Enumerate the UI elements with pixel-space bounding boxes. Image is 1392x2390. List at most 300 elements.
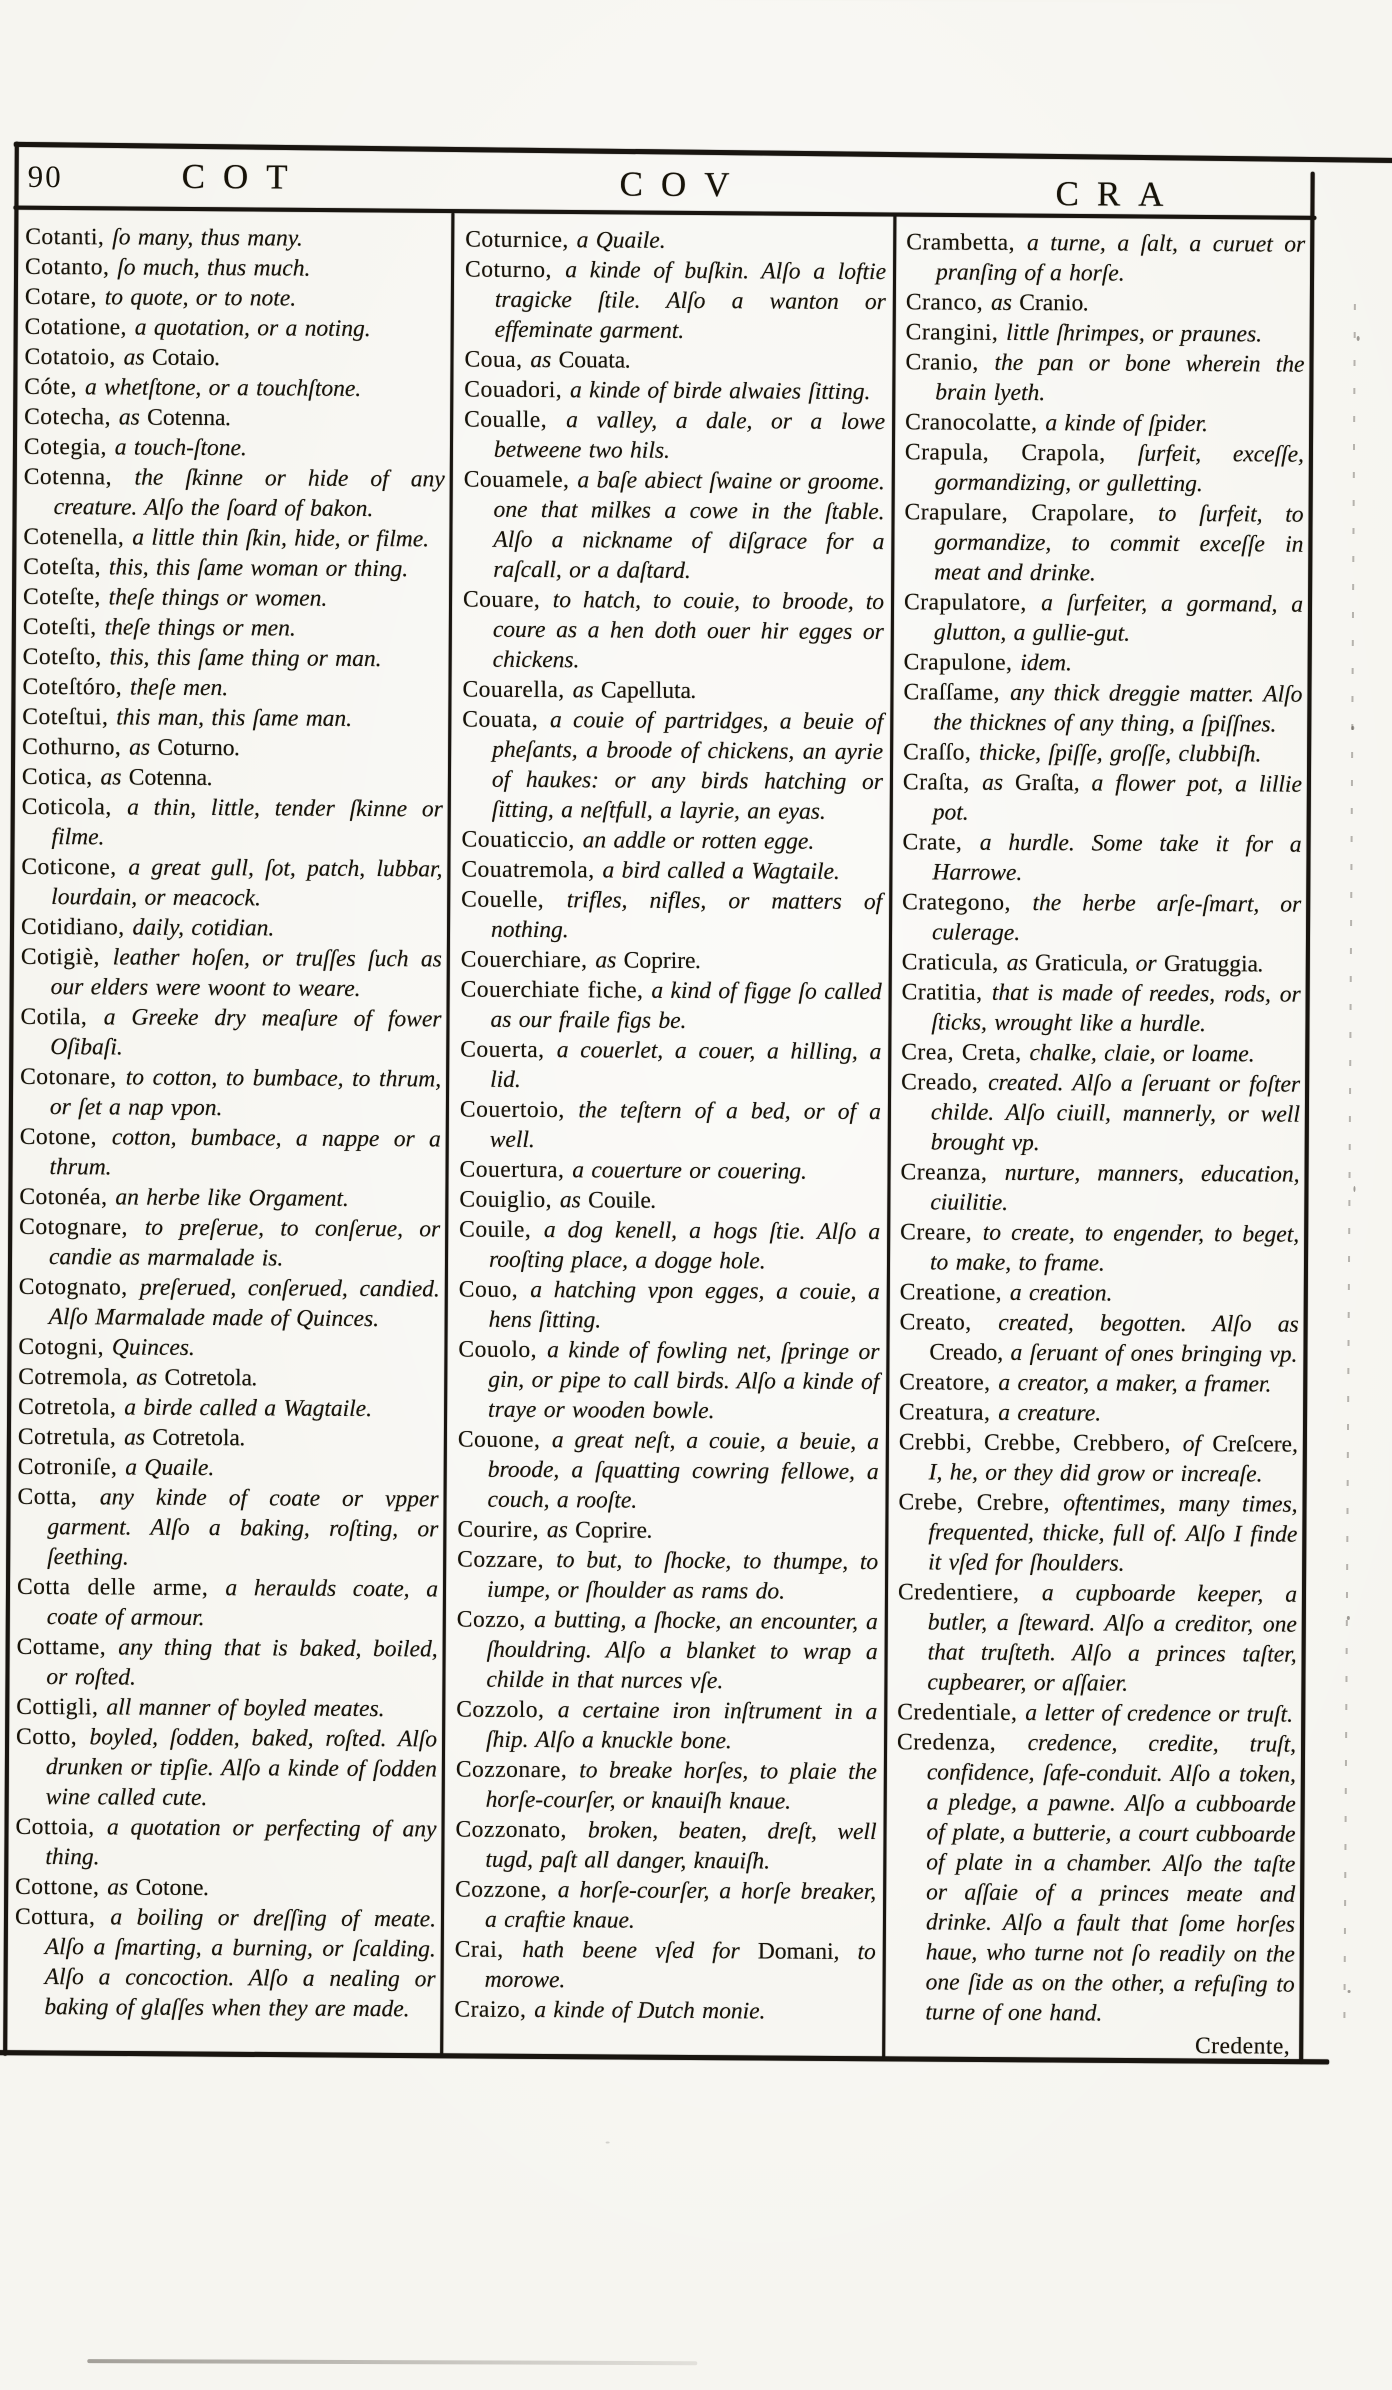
- entry-headword: Couerta,: [460, 1036, 557, 1064]
- entry-definition: ſo much, thus much.: [117, 254, 311, 282]
- entry-headword: Couelle,: [461, 886, 567, 914]
- entry-definition: created. Alſo a ſeruant or foſter childe. Alſo ciuill, mannerly, or well brought vp.: [930, 1069, 1301, 1157]
- entry-definition: an herbe like Orgament.: [115, 1184, 349, 1212]
- entry-headword: Cottura,: [14, 1903, 111, 1931]
- entry-definition: as Cotenna.: [118, 404, 232, 432]
- dictionary-entry: [464, 345, 885, 378]
- dictionary-entry: [460, 1035, 881, 1098]
- dictionary-entry: [21, 912, 442, 945]
- dictionary-entry: [902, 947, 1301, 979]
- dictionary-entry: [19, 1182, 440, 1215]
- dictionary-entry: [22, 672, 443, 705]
- dictionary-entry: [906, 287, 1305, 319]
- entry-headword: Crapulare, Crapolare,: [904, 499, 1159, 527]
- dictionary-entry: [905, 437, 1304, 499]
- dictionary-entry: [461, 885, 882, 948]
- entry-headword: Couaticcio,: [461, 826, 583, 854]
- entry-definition: leather hoſen, or truſſes ſuch as our elders were woont to weare.: [50, 944, 442, 1002]
- entry-headword: Crategono,: [902, 889, 1033, 917]
- dictionary-entry: [21, 852, 442, 915]
- entry-definition: the ſkinne or hide of any creature. Alſo the ſoard of bakon.: [53, 464, 445, 522]
- ink-speck: [606, 2141, 610, 2143]
- entry-definition: theſe men.: [129, 674, 229, 702]
- entry-definition: as Cotone.: [107, 1874, 210, 1902]
- entry-definition: a great neſt, a couie, a beuie, a broode, a ſquatting cowring fellowe, a couch, a rooſte.: [487, 1427, 879, 1514]
- entry-definition: a quotation or perfecting of any thing.: [45, 1814, 437, 1871]
- dictionary-entry: [19, 1122, 440, 1185]
- entry-headword: Coticola,: [21, 793, 128, 821]
- entry-definition: as Cotenna.: [100, 764, 214, 792]
- dictionary-entry: [18, 1452, 439, 1485]
- dictionary-entry: [21, 942, 442, 1005]
- ink-speck: [1353, 1186, 1355, 1192]
- dictionary-entry: [900, 1217, 1299, 1279]
- entry-headword: Cotto,: [16, 1723, 90, 1751]
- entry-headword: Coteſta,: [23, 553, 109, 581]
- entry-headword: Cotroniſe,: [17, 1453, 126, 1481]
- catchword: Credente,: [1194, 2033, 1291, 2060]
- entry-definition: a touch-ſtone.: [114, 434, 247, 462]
- entry-definition: a letter of credence or truſt.: [1025, 1699, 1294, 1728]
- entry-headword: Cotegia,: [23, 433, 115, 461]
- entry-definition: as Cotaio.: [123, 344, 221, 372]
- dictionary-entry: [897, 1577, 1297, 1699]
- dictionary-entry: [23, 642, 444, 675]
- entry-definition: theſe things or men.: [104, 614, 296, 642]
- entry-definition: a turne, a ſalt, a curuet or pranſing of a horſe.: [935, 229, 1306, 287]
- entry-headword: Cranco,: [905, 289, 992, 316]
- entry-headword: Craſſo,: [903, 739, 980, 766]
- page-number: 90: [27, 158, 63, 195]
- entry-headword: Cotila,: [20, 1003, 104, 1031]
- entry-definition: an addle or rotten egge.: [582, 827, 815, 855]
- dictionary-entry: [18, 1362, 439, 1395]
- entry-headword: Cotretola,: [18, 1393, 125, 1421]
- entry-definition: a valley, a dale, or a lowe betweene two hils.: [493, 407, 886, 464]
- entry-headword: Cotogni,: [18, 1333, 113, 1361]
- dictionary-entry: [464, 405, 885, 468]
- entry-headword: Coteſtóro,: [22, 673, 131, 701]
- entry-definition: a horſe-courſer, a horſe breaker, a craftie knaue.: [484, 1877, 877, 1934]
- dictionary-entry: [18, 1392, 439, 1425]
- dictionary-entry: [455, 1875, 876, 1938]
- entry-definition: a Greeke dry meaſure of fower Oſibaſi.: [50, 1004, 442, 1061]
- column-1: [14, 222, 446, 2025]
- entry-definition: a hurdle. Some take it for a Harrowe.: [932, 829, 1302, 886]
- column-2: [454, 225, 886, 2028]
- entry-headword: Couiglio,: [459, 1186, 560, 1214]
- dictionary-entry: [904, 587, 1303, 649]
- entry-definition: as Couile.: [559, 1187, 657, 1214]
- dictionary-entry: [18, 1332, 439, 1365]
- entry-definition: a ſurfeiter, a gormand, a glutton, a gullie-gut.: [933, 590, 1304, 647]
- dictionary-entry: [24, 402, 445, 435]
- dictionary-entry: [460, 1095, 881, 1158]
- dictionary-entry: [25, 222, 446, 255]
- entry-definition: as Coturno.: [129, 734, 241, 762]
- dictionary-entry: [461, 855, 882, 888]
- dictionary-entry: [463, 465, 885, 588]
- entry-definition: to create, to engender, to beget, to make, to frame.: [929, 1219, 1300, 1277]
- dictionary-entry: [903, 677, 1302, 739]
- entry-definition: a dog kenell, a hogs ſtie. Alſo a rooſting place, a dogge hole.: [488, 1217, 881, 1275]
- entry-headword: Creato,: [899, 1309, 999, 1336]
- entry-headword: Coturnice,: [465, 226, 577, 254]
- dictionary-entry: [459, 1185, 880, 1218]
- entry-definition: as Capelluta.: [572, 677, 697, 704]
- entry-definition: a kinde of birde alwaies ſitting.: [569, 377, 871, 406]
- dictionary-entry: [458, 1335, 880, 1428]
- entry-definition: to but, to ſhocke, to thumpe, to iumpe, or ſhoulder as rams do.: [486, 1547, 879, 1605]
- entry-headword: Coteſtui,: [22, 703, 117, 731]
- entry-headword: Cozzonare,: [455, 1756, 580, 1784]
- entry-headword: Crate,: [902, 829, 980, 856]
- entry-definition: a quotation, or a noting.: [134, 314, 371, 342]
- dictionary-entry: [25, 282, 446, 315]
- entry-definition: all manner of boyled meates.: [106, 1694, 385, 1723]
- entry-definition: any kinde of coate or vpper garment. Alſo a baking, roſting, or ſeething.: [47, 1484, 439, 1571]
- entry-definition: hath beene vſed for Domani, to morowe.: [484, 1936, 876, 1994]
- entry-headword: Coteſto,: [22, 643, 110, 671]
- dictionary-entry: [901, 977, 1300, 1039]
- entry-headword: Cotenna,: [23, 463, 135, 491]
- dictionary-entry: [23, 612, 444, 645]
- entry-definition: ſo many, thus many.: [112, 224, 303, 252]
- entry-headword: Crebe, Crebre,: [898, 1489, 1064, 1517]
- entry-definition: any thick dreggie matter. Alſo the thicknes of any thing, a ſpiſſnes.: [933, 679, 1303, 738]
- entry-definition: a boiling or dreſſing of meate. Alſo a ſmarting, a burning, or ſcalding. Alſo a concoction. Alſo a nealing or baking of glaſſes when they are made.: [44, 1904, 437, 2023]
- entry-headword: Cratitia,: [901, 979, 992, 1006]
- entry-definition: a kinde of Dutch monie.: [534, 1997, 766, 2025]
- dictionary-entry: [24, 432, 445, 465]
- entry-headword: Cozzo,: [456, 1606, 535, 1633]
- entry-definition: any thing that is baked, boiled, or roſted.: [46, 1634, 438, 1691]
- dictionary-entry: [898, 1487, 1298, 1579]
- ink-speck: [1347, 1616, 1350, 1620]
- entry-definition: to ſurfeit, to gormandize, to commit exceſſe in meat and drinke.: [934, 500, 1304, 587]
- entry-definition: idem.: [1020, 649, 1072, 677]
- dictionary-entry: [22, 792, 443, 855]
- dictionary-entry: [457, 1425, 879, 1518]
- entry-definition: that is made of reedes, rods, or ſticks, wrought like a hurdle.: [931, 979, 1301, 1038]
- entry-definition: this, this ſame woman or thing.: [108, 554, 409, 583]
- entry-headword: Cotica,: [21, 763, 101, 791]
- entry-headword: Cotenella,: [23, 523, 133, 551]
- dictionary-entry: [897, 1697, 1296, 1729]
- entry-definition: as Couata.: [530, 346, 632, 374]
- entry-headword: Crapulone,: [903, 649, 1021, 676]
- dictionary-entry: [25, 312, 446, 345]
- entry-definition: a cupboarde keeper, a butler, a ſteward. Alſo a creditor, one that truſteth. Alſo a princes taſter, cupbearer, or aſſaier.: [927, 1580, 1298, 1697]
- entry-headword: Cottone,: [15, 1873, 108, 1901]
- entry-definition: to quote, or to note.: [104, 284, 297, 312]
- dictionary-entry: [23, 552, 444, 585]
- entry-definition: theſe things or women.: [108, 584, 328, 612]
- entry-headword: Crangini,: [905, 319, 1007, 346]
- entry-headword: Couone,: [457, 1426, 552, 1454]
- dictionary-entry: [904, 647, 1303, 679]
- entry-definition: this man, this ſame man.: [116, 704, 353, 732]
- running-header-cot: COT: [181, 156, 306, 197]
- entry-definition: a hatching vpon egges, a couie, a hens ſitting.: [488, 1276, 880, 1334]
- dictionary-entry: [454, 1995, 875, 2028]
- dictionary-entry: [900, 1157, 1299, 1219]
- entry-headword: Couerchiate fiche,: [460, 976, 652, 1004]
- page-edge-bleed: [1343, 304, 1356, 2024]
- dictionary-entry: [465, 225, 886, 258]
- entry-headword: Cotremola,: [18, 1363, 137, 1391]
- entry-definition: a creator, a maker, a framer.: [998, 1369, 1272, 1398]
- entry-headword: Creatione,: [899, 1279, 1011, 1306]
- dictionary-entry: [22, 732, 443, 765]
- dictionary-entry: [906, 317, 1305, 349]
- entry-headword: Courire,: [457, 1516, 547, 1544]
- dictionary-entry: [20, 1062, 441, 1125]
- dictionary-entry: [25, 252, 446, 285]
- entry-definition: a birde called a Wagtaile.: [124, 1394, 373, 1423]
- entry-definition: a kind of figge ſo called as our fraile figs be.: [490, 977, 882, 1034]
- entry-headword: Cotta,: [17, 1483, 100, 1511]
- entry-headword: Craizo,: [454, 1996, 535, 2024]
- entry-definition: as Coprire.: [546, 1517, 653, 1544]
- entry-headword: Cotretula,: [17, 1423, 125, 1451]
- entry-headword: Cotognare,: [19, 1213, 145, 1241]
- entry-headword: Couo,: [458, 1276, 531, 1303]
- dictionary-entry: [905, 407, 1304, 439]
- entry-headword: Cóte,: [24, 373, 86, 401]
- dictionary-entry: [19, 1272, 440, 1335]
- entry-headword: Cotognato,: [18, 1273, 140, 1301]
- dictionary-entry: [895, 1727, 1296, 2029]
- entry-headword: Cranocolatte,: [905, 409, 1046, 437]
- entry-headword: Crambetta,: [906, 229, 1028, 256]
- entry-definition: a Quaile.: [576, 227, 666, 254]
- entry-definition: broken, beaten, dreſt, well tugd, paſt all danger, knauiſh.: [485, 1817, 877, 1875]
- entry-definition: a creation.: [1009, 1279, 1113, 1307]
- entry-definition: this, this ſame thing or man.: [109, 644, 382, 673]
- entry-definition: a thin, little, tender ſkinne or filme.: [51, 794, 443, 851]
- ink-speck: [1357, 336, 1360, 341]
- entry-definition: credence, credite, truſt, confidence, ſafe-conduit. Alſo a token, a pledge, a pawne. Alſo a cubboarde of plate, a butterie, a court cubboarde of plate in a chamber. Alſo the taſte or aſſaie of a princes meate and drinke. Alſo a fault that ſome horſes haue, who turne not ſo readily on the one ſide as on the other, a refuſing to turne of one hand.: [925, 1730, 1297, 2027]
- entry-headword: Crea, Creta,: [901, 1039, 1030, 1067]
- entry-headword: Couile,: [459, 1216, 544, 1244]
- dictionary-entry: [899, 1427, 1298, 1489]
- dictionary-entry: [899, 1367, 1298, 1399]
- entry-headword: Couare,: [462, 586, 553, 614]
- entry-definition: cotton, bumbace, a nappe or a thrum.: [49, 1124, 441, 1181]
- dictionary-entry: [902, 887, 1301, 949]
- dictionary-entry: [462, 705, 884, 828]
- dictionary-entry: [459, 1155, 880, 1188]
- ink-speck: [1348, 1990, 1351, 1993]
- entry-headword: Creado,: [901, 1069, 989, 1096]
- entry-definition: to hatch, to couie, to broode, to coure as a hen doth ouer hir egges or chickens.: [492, 587, 885, 674]
- entry-definition: a kinde of buſkin. Alſo a loftie tragicke ſtile. Alſo a wanton or effeminate garment.: [494, 257, 887, 344]
- dictionary-entry: [902, 827, 1301, 889]
- entry-headword: Cotatione,: [24, 313, 135, 341]
- entry-definition: to cotton, to bumbace, to thrum, or ſet a nap vpon.: [49, 1064, 442, 1122]
- dictionary-entry: [16, 1692, 437, 1725]
- entry-definition: a creature.: [998, 1399, 1102, 1427]
- entry-definition: to breake horſes, to plaie the horſe-courſer, or knauiſh knaue.: [485, 1757, 877, 1815]
- entry-headword: Cotone,: [19, 1123, 112, 1151]
- entry-definition: ſurfeit, exceſſe, gormandizing, or gulletting.: [934, 440, 1305, 498]
- entry-headword: Coteſti,: [22, 613, 105, 641]
- entry-headword: Crapulatore,: [903, 589, 1042, 617]
- entry-definition: as Coprire.: [595, 947, 702, 975]
- entry-headword: Couata,: [462, 706, 551, 734]
- entry-definition: a whetſtone, or a touchſtone.: [84, 374, 362, 402]
- entry-headword: Coua,: [464, 346, 531, 373]
- entry-headword: Credentiere,: [897, 1579, 1043, 1607]
- entry-definition: as Cotretola.: [136, 1364, 258, 1392]
- dictionary-entry: [460, 975, 881, 1038]
- entry-definition: a little thin ſkin, hide, or filme.: [132, 524, 430, 553]
- dictionary-entry: [16, 1632, 437, 1695]
- entry-headword: Cottigli,: [16, 1693, 107, 1721]
- dictionary-entry: [904, 497, 1304, 589]
- column-3: [895, 227, 1305, 2061]
- entry-definition: Quinces.: [111, 1334, 195, 1361]
- entry-headword: Cotare,: [24, 283, 105, 311]
- entry-definition: chalke, claie, or loame.: [1029, 1040, 1255, 1068]
- entry-definition: as Graticula, or Gratuggia.: [1006, 949, 1264, 978]
- entry-headword: Coteſte,: [22, 583, 109, 611]
- entry-definition: a heraulds coate, a coate of armour.: [46, 1575, 439, 1631]
- dictionary-entry: [23, 522, 444, 555]
- dictionary-entry: [23, 582, 444, 615]
- dictionary-entry: [24, 372, 445, 405]
- entry-headword: Coticone,: [21, 853, 129, 881]
- dictionary-entry: [462, 675, 883, 708]
- entry-definition: preſerued, conſerued, candied. Alſo Marmalade made of Quinces.: [48, 1274, 440, 1333]
- dictionary-entry: [15, 1812, 436, 1875]
- entry-headword: Crai,: [454, 1936, 523, 1963]
- dictionary-entry: [457, 1515, 878, 1548]
- dictionary-entry: [903, 737, 1302, 769]
- dictionary-entry: [457, 1545, 878, 1608]
- dictionary-entry: [19, 1212, 440, 1275]
- dictionary-entry: [16, 1722, 438, 1815]
- dictionary-entry: [905, 347, 1304, 409]
- dictionary-entry: [461, 945, 882, 978]
- entry-headword: Cozzonato,: [455, 1816, 588, 1844]
- entry-headword: Cotecha,: [24, 403, 119, 431]
- entry-headword: Craſta,: [902, 769, 983, 796]
- dictionary-entry: [17, 1572, 438, 1635]
- dictionary-entry: [906, 227, 1305, 289]
- entry-headword: Craticula,: [901, 949, 1007, 976]
- entry-headword: Couertoio,: [459, 1096, 579, 1124]
- entry-definition: a baſe abiect ſwaine or groome. one that milkes a cowe in the ſtable. Alſo a nickname of diſgrace for a raſcall, or a daſtard.: [493, 467, 885, 584]
- entry-definition: a couerture or couering.: [572, 1157, 808, 1185]
- dictionary-entry: [465, 255, 887, 348]
- dictionary-entry: [20, 1002, 441, 1065]
- dictionary-entry: [459, 1215, 880, 1278]
- entry-headword: Cotidiano,: [20, 913, 133, 941]
- running-header-cov: COV: [619, 164, 748, 205]
- dictionary-entry: [903, 767, 1302, 829]
- entry-headword: Cozzolo,: [456, 1696, 558, 1724]
- entry-headword: Coualle,: [464, 406, 567, 434]
- entry-definition: oftentimes, many times, frequented, thicke, full of. Alſo I finde it vſed for ſhoulders.: [928, 1490, 1298, 1577]
- dictionary-entry: [901, 1037, 1300, 1069]
- entry-headword: Cottoia,: [15, 1813, 108, 1841]
- entry-headword: Cotanto,: [24, 253, 118, 281]
- dictionary-entry: [900, 1277, 1299, 1309]
- entry-definition: as Graſta, a flower pot, a lillie pot.: [932, 769, 1303, 826]
- entry-definition: a kinde of fowling net, ſpringe or gin, or pipe to call birds. Alſo a kinde of traye or wooden bowle.: [488, 1337, 880, 1425]
- entry-headword: Cotta delle arme,: [16, 1573, 226, 1602]
- entry-definition: nurture, manners, education, ciuilitie.: [930, 1159, 1300, 1216]
- entry-headword: Creanza,: [900, 1159, 1005, 1186]
- dictionary-entry: [901, 1067, 1301, 1159]
- entry-headword: Cotonare,: [20, 1063, 126, 1091]
- entry-headword: Crebbi, Crebbe, Crebbero,: [898, 1429, 1183, 1457]
- dictionary-entry: [463, 585, 885, 678]
- entry-definition: a couerlet, a couer, a hilling, a lid.: [490, 1037, 882, 1093]
- entry-definition: the teſtern of a bed, or of a well.: [489, 1097, 882, 1153]
- entry-headword: Couarella,: [462, 676, 573, 704]
- entry-definition: daily, cotidian.: [132, 914, 275, 942]
- entry-headword: Cotanti,: [25, 223, 113, 251]
- entry-headword: Cottame,: [16, 1633, 119, 1661]
- entry-definition: trifles, nifles, or matters of nothing.: [490, 887, 883, 944]
- dictionary-entry: [464, 375, 885, 408]
- entry-headword: Crapula, Crapola,: [904, 439, 1138, 467]
- entry-definition: a butting, a ſhocke, an encounter, a ſhouldring. Alſo a blanket to wrap a childe in that nurces vſe.: [486, 1606, 878, 1695]
- entry-headword: Creatore,: [899, 1369, 999, 1396]
- entry-definition: the pan or bone wherein the brain lyeth.: [935, 349, 1305, 407]
- entry-headword: Couerchiare,: [460, 946, 596, 974]
- dictionary-entry: [456, 1755, 877, 1818]
- entry-headword: Coturno,: [464, 256, 566, 284]
- scan-smudge: [87, 2359, 697, 2365]
- entry-headword: Cotigiè,: [20, 943, 113, 971]
- entry-definition: a great gull, ſot, patch, lubbar, lourdain, or meacock.: [51, 854, 443, 912]
- entry-headword: Cothurno,: [22, 733, 130, 761]
- dictionary-entry: [22, 702, 443, 735]
- entry-headword: Creare,: [900, 1219, 983, 1246]
- entry-definition: thicke, ſpiſſe, groſſe, clubbiſh.: [979, 739, 1262, 768]
- dictionary-entry: [24, 342, 445, 375]
- entry-headword: Cotatoio,: [24, 343, 124, 371]
- entry-definition: the herbe arſe-ſmart, or culerage.: [931, 890, 1302, 946]
- entry-headword: Cranio,: [905, 349, 995, 376]
- entry-definition: as Cotretola.: [124, 1424, 246, 1452]
- dictionary-entry: [899, 1397, 1298, 1429]
- dictionary-entry: [456, 1605, 878, 1698]
- dictionary-entry: [899, 1307, 1298, 1369]
- entry-headword: Credentiale,: [897, 1699, 1026, 1726]
- entry-headword: Cozzone,: [455, 1876, 558, 1904]
- running-header-cra: CRA: [1055, 174, 1182, 214]
- entry-headword: Couadori,: [464, 376, 571, 404]
- entry-definition: boyled, ſodden, baked, roſted. Alſo drunken or tipſie. Alſo a kinde of ſodden wine called cute.: [45, 1724, 438, 1812]
- entry-headword: Couertura,: [459, 1156, 573, 1184]
- entry-headword: Couamele,: [463, 466, 578, 494]
- dictionary-entry: [455, 1935, 876, 1998]
- entry-definition: to preſerue, to conſerue, or candie as marmalade is.: [48, 1214, 441, 1272]
- dictionary-entry: [456, 1695, 877, 1758]
- dictionary-entry: [461, 825, 882, 858]
- dictionary-entry: [15, 1872, 436, 1905]
- entry-headword: Couatremola,: [461, 856, 603, 884]
- dictionary-entry: [18, 1422, 439, 1455]
- entry-headword: Credenza,: [897, 1729, 1028, 1757]
- dictionary-entry: [459, 1275, 880, 1338]
- entry-definition: a kinde of ſpider.: [1045, 410, 1208, 438]
